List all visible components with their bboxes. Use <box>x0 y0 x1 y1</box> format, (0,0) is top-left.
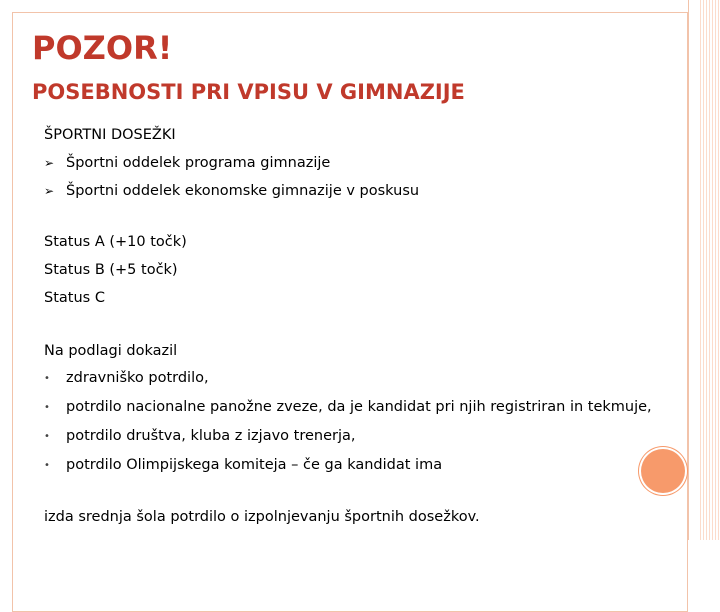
evidence-intro: Na podlagi dokazil <box>44 343 178 359</box>
slide-title: POZOR! <box>32 29 173 67</box>
list-item <box>44 451 684 480</box>
status-a: Status A (+10 točk) <box>44 234 187 250</box>
status-c: Status C <box>44 290 105 306</box>
dot-bullet-icon: • <box>44 402 50 413</box>
list-item <box>44 422 684 451</box>
footer-text: izda srednja šola potrdilo o izpolnjevanju športnih dosežkov. <box>44 509 480 525</box>
list-item <box>44 393 684 422</box>
decorative-rule <box>688 0 689 540</box>
list-item-label: potrdilo društva, kluba z izjavo trenerja, <box>66 428 356 444</box>
list-item-label: potrdilo Olimpijskega komiteja – če ga kandidat ima <box>66 457 443 473</box>
arrowhead-bullet-icon: ➢ <box>44 156 55 170</box>
list-item-label: Športni oddelek programa gimnazije <box>66 155 331 171</box>
slide-subtitle: POSEBNOSTI PRI VPISU V GIMNAZIJE <box>32 80 465 104</box>
decorative-stripes <box>700 0 720 540</box>
dot-bullet-icon: • <box>44 460 50 471</box>
status-b: Status B (+5 točk) <box>44 262 178 278</box>
section-heading: ŠPORTNI DOSEŽKI <box>44 127 176 143</box>
list-item <box>44 152 684 174</box>
list-item-label: zdravniško potrdilo, <box>66 370 209 386</box>
list-item <box>44 364 684 393</box>
dot-bullet-icon: • <box>44 373 50 384</box>
list-item-label: Športni oddelek ekonomske gimnazije v poskusu <box>66 183 420 199</box>
dot-bullet-icon: • <box>44 431 50 442</box>
list-item <box>44 180 684 202</box>
list-item-label: potrdilo nacionalne panožne zveze, da je kandidat pri njih registriran in tekmuje, <box>66 399 652 415</box>
arrowhead-bullet-icon: ➢ <box>44 184 55 198</box>
slide-content <box>44 124 684 528</box>
